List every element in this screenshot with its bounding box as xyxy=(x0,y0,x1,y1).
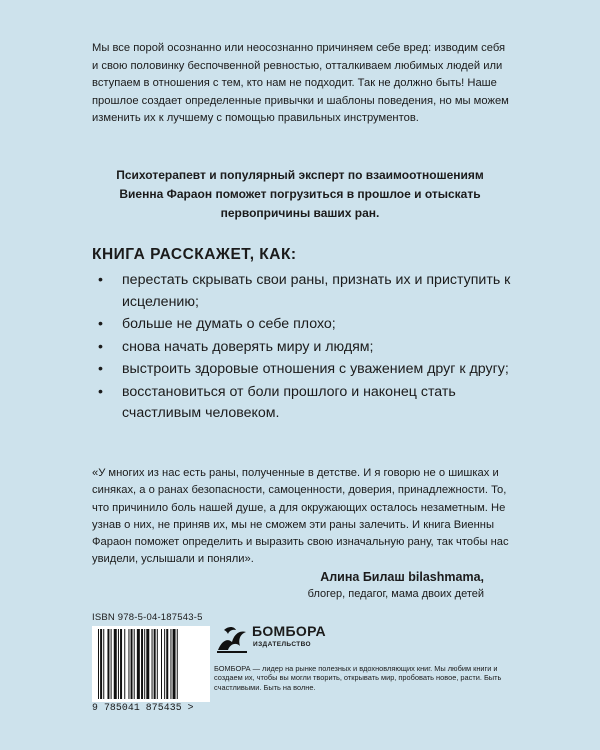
quote-author-role: блогер, педагог, мама двоих детей xyxy=(307,588,484,600)
publisher-name: БОМБОРА xyxy=(252,623,326,639)
highlight-paragraph: Психотерапевт и популярный эксперт по взаимоотношениям Виенна Фараон поможет погрузиться в прошлое и отыскать первопричины ваших ран. xyxy=(116,168,484,220)
barcode-icon xyxy=(92,626,210,702)
benefits-list xyxy=(92,270,532,426)
barcode-block xyxy=(92,612,212,724)
publisher-description: БОМБОРА — лидер на рынке полезных и вдохновляющих книг. Мы любим книги и создаем их, чтобы вы могли творить, открывать мир, пробовать новое, расти. Быть счастливыми. Быть на волне. xyxy=(214,664,502,692)
benefits-heading: КНИГА РАССКАЖЕТ, КАК: xyxy=(92,246,297,263)
benefit-item: • снова начать доверять миру и людям; xyxy=(92,337,532,359)
barcode-digits: 9 785041 875435 > xyxy=(92,702,194,713)
publisher-logo xyxy=(214,618,324,658)
quote-author: Алина Билаш bilashmama, xyxy=(320,570,484,584)
intro-paragraph: Мы все порой осознанно или неосознанно причиняем себе вред: изводим себя и свою половинку беспочвенной ревностью, отталкиваем любимых людей или вступаем в отношения с тем, кто нам не подходит. Так не должно быть! Наше прошлое создает определенные привычки и шаблоны поведения, но мы можем изменить их к лучшему с помощью правильных инструментов. xyxy=(92,42,509,124)
publisher-subtitle: ИЗДАТЕЛЬСТВО xyxy=(253,641,312,648)
benefit-item: • восстановиться от боли прошлого и наконец стать счастливым человеком. xyxy=(92,382,532,425)
benefit-item: • выстроить здоровые отношения с уважением друг к другу; xyxy=(92,359,532,381)
isbn-label: ISBN 978-5-04-187543-5 xyxy=(92,612,203,623)
benefit-item: • перестать скрывать свои раны, признать их и приступить к исцелению; xyxy=(92,270,532,313)
benefit-item: • больше не думать о себе плохо; xyxy=(92,314,532,336)
review-quote: «У многих из нас есть раны, полученные в детстве. И я говорю не о шишках и синяках, а о ранах безопасности, самоценности, доверия, принадлежности. То, что причинило боль нашей душе, а для окружающих осталось незаметным. Не узнав о них, не приняв их, мы не сможем эти раны залечить. И книга Виенны Фараон поможет определить и выразить свою изначальную рану, так чтобы нас увидели, услышали и поняли». xyxy=(92,467,509,566)
bombora-wave-icon xyxy=(214,620,250,656)
